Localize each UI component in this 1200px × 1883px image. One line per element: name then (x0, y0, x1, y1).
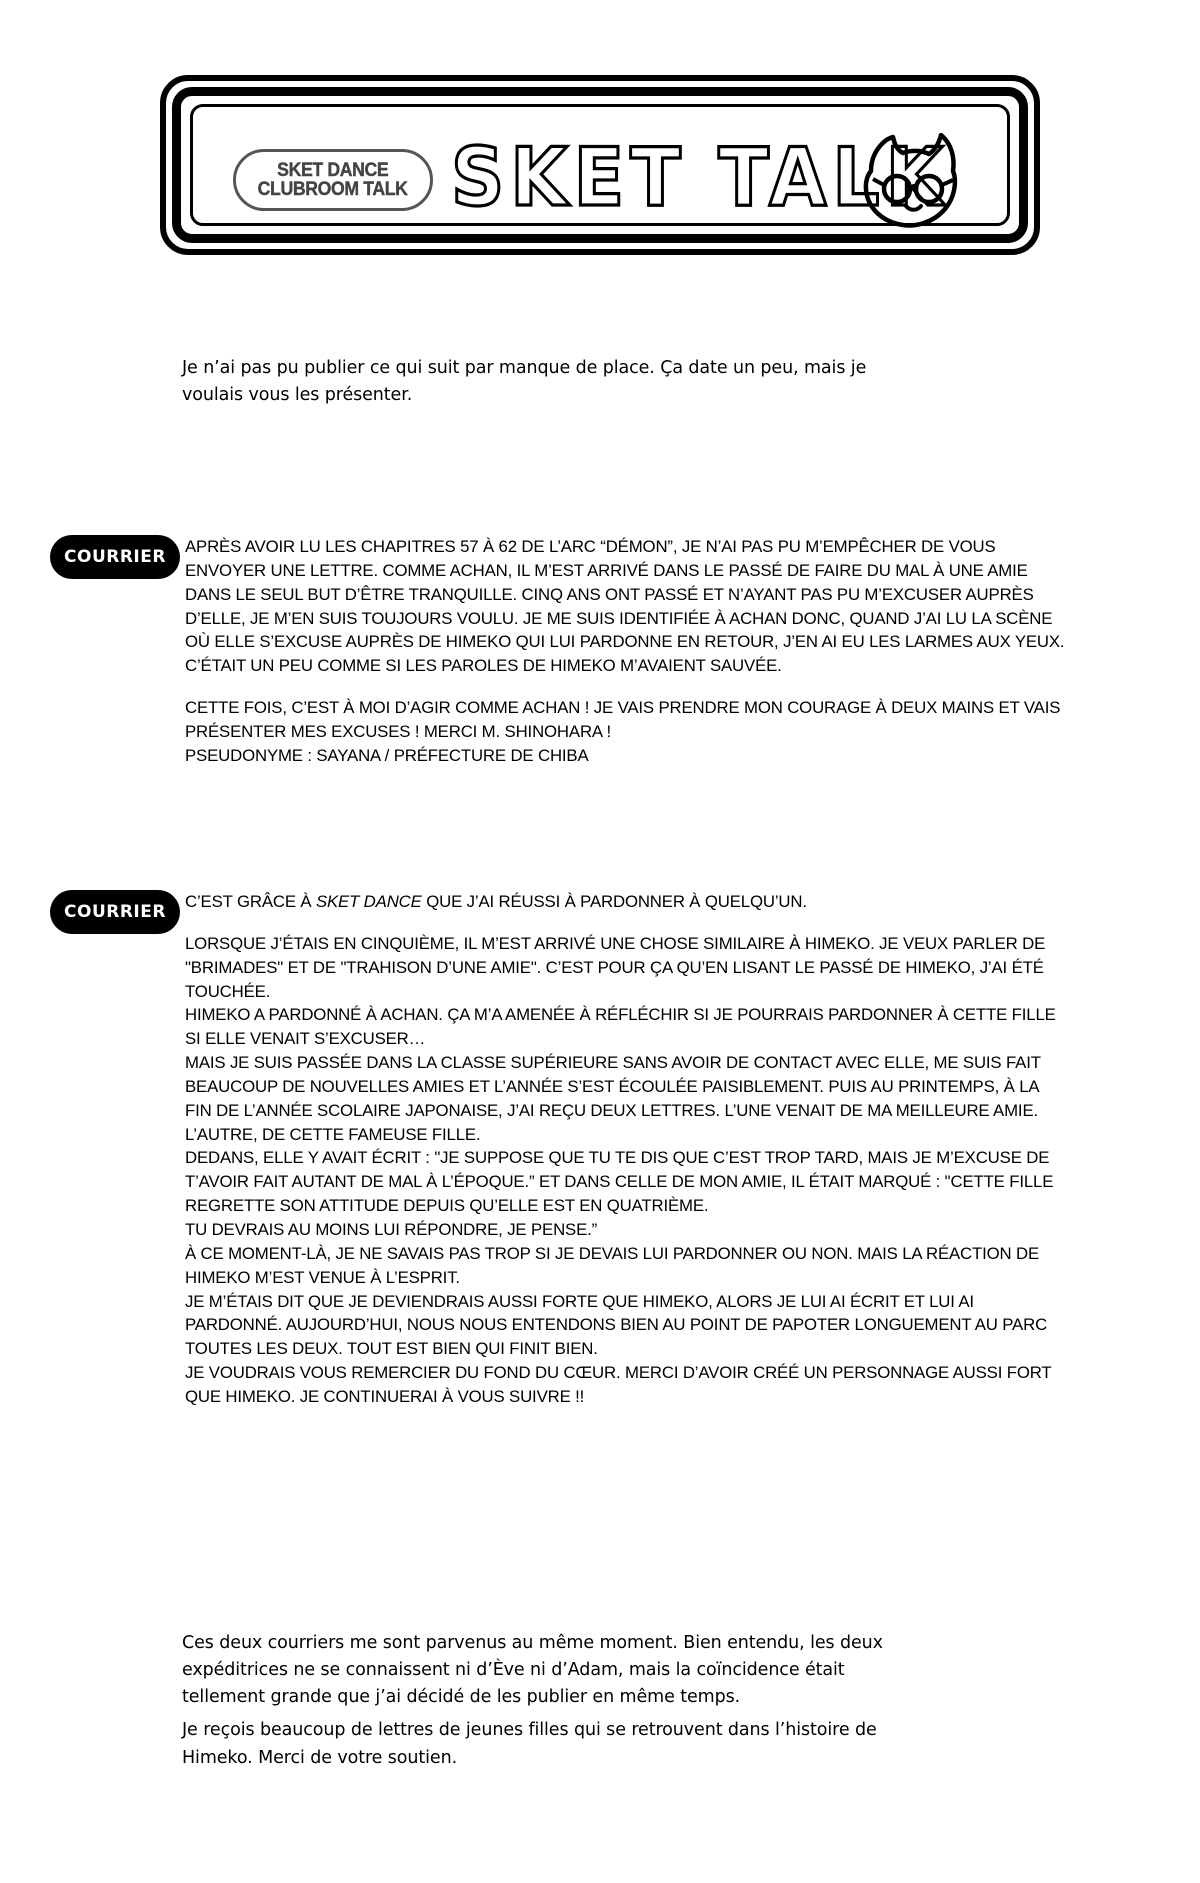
badge-line-2: CLUBROOM TALK (258, 179, 408, 200)
letter-2-line-1: LORSQUE J’ÉTAIS EN CINQUIÈME, IL M’EST ARRIVÉ UNE CHOSE SIMILAIRE À HIMEKO. JE VEUX PARLER DE "BRIMADES" ET DE "TRAHISON D’UNE AMIE". C’EST POUR ÇA QU’EN LISANT LE PASSÉ DE HIMEKO, J’AI ÉTÉ TOUCHÉE. (185, 933, 1046, 1001)
banner-inner-frame (172, 87, 1028, 243)
outro-paragraph-1: Ces deux courriers me sont parvenus au même moment. Bien entendu, les deux expéditrices ne se connaissent ni d’Ève ni d’Adam, mais la coïncidence était tellement grande que j’ai décidé de les publier en même temps. (182, 1633, 883, 1708)
letter-1-paragraph-1: APRÈS AVOIR LU LES CHAPITRES 57 À 62 DE L’ARC “DÉMON”, JE N’AI PAS PU M’EMPÊCHER DE VOUS ENVOYER UNE LETTRE. COMME ACHAN, IL M’EST ARRIVÉ DANS LE PASSÉ DE FAIRE DU MAL À UNE AMIE DANS LE SEUL BUT D’ÊTRE TRANQUILLE. CINQ ANS ONT PASSÉ ET N’AYANT PAS PU M’EXCUSER AUPRÈS D’ELLE, JE M’EN SUIS TOUJOURS VOULU. JE ME SUIS IDENTIFIÉE À ACHAN DONC, QUAND J’AI LU LA SCÈNE OÙ ELLE S’EXCUSE AUPRÈS DE HIMEKO QUI LUI PARDONNE EN RETOUR, J’EN AI EU LES LARMES AUX YEUX. C’ÉTAIT UN PEU COMME SI LES PAROLES DE HIMEKO M’AVAIENT SAUVÉE. (185, 537, 1065, 676)
letter-1-paragraph-2: CETTE FOIS, C’EST À MOI D’AGIR COMME ACHAN ! JE VAIS PRENDRE MON COURAGE À DEUX MAINS ET VAIS PRÉSENTER MES EXCUSES ! MERCI M. SHINOHARA ! (185, 698, 1061, 741)
letter-2-opening-title: SKET DANCE (315, 892, 422, 911)
letter-2-line-8: JE VOUDRAIS VOUS REMERCIER DU FOND DU CŒUR. MERCI D’AVOIR CRÉÉ UN PERSONNAGE AUSSI FORT QUE HIMEKO. JE CONTINUERAI À VOUS SUIVRE !! (185, 1363, 1052, 1406)
clubroom-talk-badge (233, 149, 433, 211)
letter-1-signature: PSEUDONYME : SAYANA / PRÉFECTURE DE CHIBA (185, 745, 589, 765)
letter-2-line-6: À CE MOMENT-LÀ, JE NE SAVAIS PAS TROP SI JE DEVAIS LUI PARDONNER OU NON. MAIS LA RÉACTION DE HIMEKO M’EST VENUE À L’ESPRIT. (185, 1243, 1040, 1287)
outro-paragraph-2: Je reçois beaucoup de lettres de jeunes filles qui se retrouvent dans l’histoire de Himeko. Merci de votre soutien. (182, 1720, 877, 1768)
banner-inner-frame-2 (190, 104, 1010, 226)
banner-title: SKET TALK (451, 131, 949, 225)
letter-1-body (185, 535, 1065, 768)
letter-2-line-5: TU DEVRAIS AU MOINS LUI RÉPONDRE, JE PENSE.” (185, 1219, 598, 1239)
badge-line-1: SKET DANCE (277, 159, 389, 181)
sket-talk-banner (160, 75, 1040, 255)
letter-1-tag: COURRIER (50, 535, 180, 579)
letter-2-line-4: DEDANS, ELLE Y AVAIT ÉCRIT : "JE SUPPOSE QUE TU TE DIS QUE C’EST TROP TARD, MAIS JE M’EXCUSE DE T’AVOIR FAIT AUTANT DE MAL À L’ÉPOQUE.” ET DANS CELLE DE MON AMIE, IL ÉTAIT MARQUÉ : "CETTE FILLE REGRETTE SON ATTITUDE DEPUIS QU’ELLE EST EN QUATRIÈME. (185, 1148, 1054, 1216)
letter-2-line-3: MAIS JE SUIS PASSÉE DANS LA CLASSE SUPÉRIEURE SANS AVOIR DE CONTACT AVEC ELLE, ME SUIS FAIT BEAUCOUP DE NOUVELLES AMIES ET L’ANNÉE S’EST ÉCOULÉE PAISIBLEMENT. PUIS AU PRINTEMPS, À LA FIN DE L’ANNÉE SCOLAIRE JAPONAISE, J’AI REÇU DEUX LETTRES. L’UNE VENAIT DE MA MEILLEURE AMIE. L’AUTRE, DE CETTE FAMEUSE FILLE. (185, 1053, 1041, 1144)
letter-2-body (185, 890, 1065, 1409)
letter-2-opening-post: QUE J’AI RÉUSSI À PARDONNER À QUELQU’UN. (421, 892, 807, 911)
letter-2-tag: COURRIER (50, 890, 180, 934)
letter-2-line-2: HIMEKO A PARDONNÉ À ACHAN. ÇA M’A AMENÉE À RÉFLÉCHIR SI JE POURRAIS PARDONNER À CETTE FILLE SI ELLE VENAIT S’EXCUSER… (185, 1005, 1056, 1049)
intro-paragraph: Je n’ai pas pu publier ce qui suit par manque de place. Ça date un peu, mais je voulais vous les présenter. (182, 358, 867, 406)
cat-head-glasses-icon (859, 133, 959, 229)
letter-2-opening (185, 890, 1065, 914)
outro-block (182, 1630, 902, 1772)
letter-2-line-7: JE M’ÉTAIS DIT QUE JE DEVIENDRAIS AUSSI FORTE QUE HIMEKO, ALORS JE LUI AI ÉCRIT ET LUI AI PARDONNÉ. AUJOURD’HUI, NOUS NOUS ENTENDONS BIEN AU POINT DE PAPOTER LONGUEMENT AU PARC TOUTES LES DEUX. TOUT EST BIEN QUI FINIT BIEN. (185, 1291, 1048, 1359)
letter-2-opening-pre: C’EST GRÂCE À (185, 892, 316, 911)
